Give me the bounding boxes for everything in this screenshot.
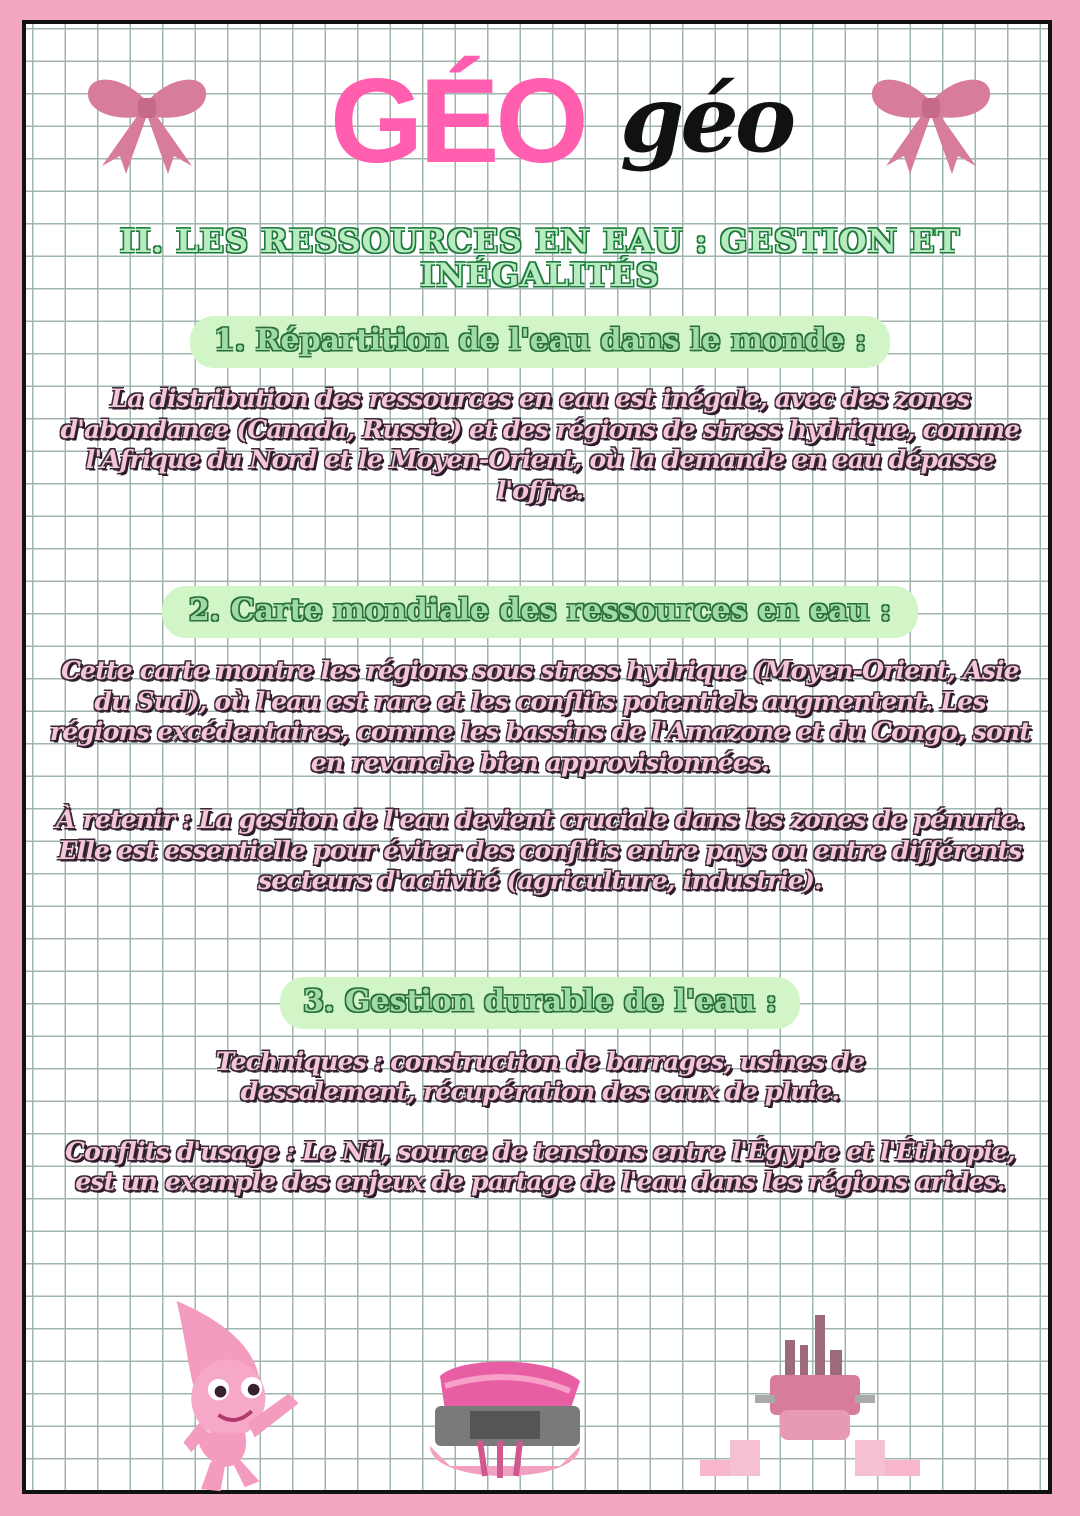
section-3-paragraph-1: Techniques : construction de barrages, usines de dessalement, récupération des eaux de pluie. (215, 1046, 865, 1106)
logo-script-text: géo (620, 65, 793, 173)
desalination-plant-icon (700, 1300, 920, 1490)
logo-block-text: GÉO (330, 54, 585, 188)
content-column (44, 224, 1036, 1198)
section-1-paragraph: La distribution des ressources en eau est inégale, avec des zones d'abondance (Canada, Russie) et des régions de stress hydrique, comme l'Afrique du Nord et le Moyen-Orient, où la demande en eau dépasse l'offre. (60, 384, 1020, 505)
water-drop-mascot-icon (170, 1296, 310, 1496)
bow-icon-left (86, 72, 208, 176)
section-3-paragraph-2: Conflits d'usage : Le Nil, source de tensions entre l'Égypte et l'Éthiopie, est un exemple des enjeux de partage de l'eau dans les régions arides. (65, 1136, 1015, 1196)
section-1-heading: 1. Répartition de l'eau dans le monde : (190, 316, 890, 368)
section-2-paragraph-1: Cette carte montre les régions sous stress hydrique (Moyen-Orient, Asie du Sud), où l'eau est rare et les conflits potentiels augmentent. Les régions excédentaires, comme les bassins de l'Amazone et du Congo, sont en revanche bien approvisionnées. (49, 656, 1031, 777)
bow-icon-right (870, 72, 992, 176)
dam-icon (420, 1356, 590, 1491)
section-2-heading: 2. Carte mondiale des ressources en eau : (162, 586, 918, 638)
section-2-paragraph-2: À retenir : La gestion de l'eau devient cruciale dans les zones de pénurie. Elle est essentielle pour éviter des conflits entre pays ou entre différents secteurs d'activité (agriculture, industrie). (56, 805, 1024, 895)
section-3-heading: 3. Gestion durable de l'eau : (280, 977, 800, 1029)
geo-logo (330, 56, 830, 196)
page-title: II. LES RESSOURCES EN EAU : GESTION ET INÉGALITÉS (119, 222, 961, 294)
